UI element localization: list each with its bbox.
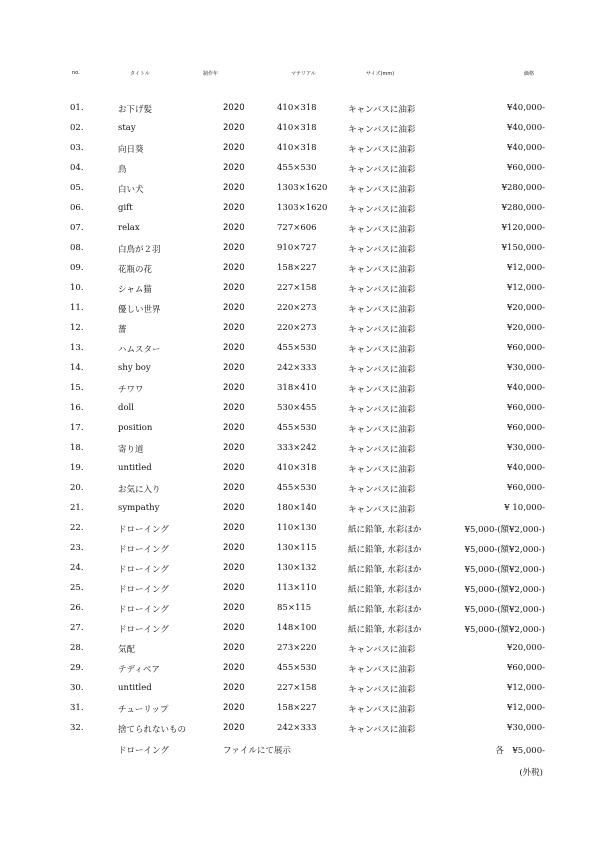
row-title: 白い犬: [118, 185, 144, 195]
row-year: 2020: [223, 323, 245, 333]
row-price: ¥20,000-: [506, 303, 545, 313]
row-no: 07.: [70, 223, 84, 233]
row-no: 06.: [70, 203, 84, 213]
table-row: [0, 523, 595, 543]
row-price: ¥120,000-: [501, 223, 545, 233]
table-row: [0, 603, 595, 623]
row-title: チューリップ: [118, 705, 169, 715]
row-no: 28.: [70, 643, 84, 653]
row-title: position: [118, 423, 153, 433]
table-row: [0, 363, 595, 383]
footer-note: ファイルにて展示: [223, 746, 291, 756]
table-row: [0, 643, 595, 663]
row-material: キャンバスに油彩: [348, 725, 416, 735]
row-title: シャム猫: [118, 285, 152, 295]
row-title: untitled: [118, 683, 152, 693]
row-material: キャンバスに油彩: [348, 245, 416, 255]
row-size: 220×273: [277, 323, 317, 333]
row-no: 12.: [70, 323, 84, 333]
row-year: 2020: [223, 423, 245, 433]
header-title: タイトル: [130, 71, 150, 77]
row-year: 2020: [223, 523, 245, 533]
row-size: 110×130: [277, 523, 317, 533]
row-price: ¥40,000-: [506, 463, 545, 473]
table-row: [0, 463, 595, 483]
row-no: 31.: [70, 703, 84, 713]
row-price: ¥12,000-: [506, 703, 545, 713]
row-no: 27.: [70, 623, 84, 633]
row-size: 158×227: [277, 703, 317, 713]
row-material: キャンバスに油彩: [348, 205, 416, 215]
row-title: ドローイング: [118, 525, 169, 535]
row-title: ドローイング: [118, 625, 169, 635]
row-no: 18.: [70, 443, 84, 453]
row-material: キャンバスに油彩: [348, 145, 416, 155]
row-year: 2020: [223, 663, 245, 673]
row-title: untitled: [118, 463, 152, 473]
row-year: 2020: [223, 243, 245, 253]
row-size: 273×220: [277, 643, 317, 653]
row-title: 気配: [118, 645, 136, 655]
row-no: 19.: [70, 463, 84, 473]
row-no: 11.: [70, 303, 84, 313]
row-year: 2020: [223, 223, 245, 233]
row-price: ¥150,000-: [501, 243, 545, 253]
row-price: ¥30,000-: [506, 443, 545, 453]
row-material: キャンバスに油彩: [348, 345, 416, 355]
row-no: 30.: [70, 683, 84, 693]
footer-title: ドローイング: [118, 746, 169, 756]
row-no: 16.: [70, 403, 84, 413]
row-no: 10.: [70, 283, 84, 293]
row-material: キャンバスに油彩: [348, 705, 416, 715]
row-size: 113×110: [277, 583, 317, 593]
row-material: キャンバスに油彩: [348, 305, 416, 315]
row-year: 2020: [223, 443, 245, 453]
table-row: [0, 403, 595, 423]
row-no: 04.: [70, 163, 84, 173]
row-price: ¥40,000-: [506, 103, 545, 113]
row-size: 410×318: [277, 463, 317, 473]
table-row: [0, 483, 595, 503]
row-year: 2020: [223, 343, 245, 353]
table-row: [0, 223, 595, 243]
table-row: [0, 503, 595, 523]
row-price: ¥5,000-(額¥2,000-): [464, 545, 545, 555]
row-price: ¥12,000-: [506, 263, 545, 273]
row-size: 410×318: [277, 103, 317, 113]
table-row: [0, 443, 595, 463]
row-title: ハムスター: [118, 345, 161, 355]
row-price: ¥5,000-(額¥2,000-): [464, 525, 545, 535]
row-size: 220×273: [277, 303, 317, 313]
row-year: 2020: [223, 683, 245, 693]
row-title: テディベア: [118, 665, 160, 675]
row-no: 24.: [70, 563, 84, 573]
row-no: 13.: [70, 343, 84, 353]
row-size: 1303×1620: [277, 183, 328, 193]
footer-tax: (外税): [519, 768, 543, 778]
table-row: [0, 183, 595, 203]
row-size: 242×333: [277, 723, 317, 733]
row-material: キャンバスに油彩: [348, 405, 416, 415]
row-year: 2020: [223, 283, 245, 293]
row-size: 455×530: [277, 163, 317, 173]
row-title: 花瓶の花: [118, 265, 153, 275]
row-material: キャンバスに油彩: [348, 285, 416, 295]
table-row: [0, 123, 595, 143]
row-size: 1303×1620: [277, 203, 328, 213]
row-price: ¥20,000-: [506, 323, 545, 333]
row-year: 2020: [223, 203, 245, 213]
row-price: ¥30,000-: [506, 723, 545, 733]
table-row: [0, 663, 595, 683]
row-no: 26.: [70, 603, 84, 613]
row-material: 紙に鉛筆, 水彩ほか: [348, 625, 422, 635]
header-no: no.: [72, 70, 80, 76]
row-size: 130×115: [277, 543, 317, 553]
row-material: キャンバスに油彩: [348, 365, 416, 375]
row-year: 2020: [223, 603, 245, 613]
row-price: ¥60,000-: [506, 483, 545, 493]
row-price: ¥30,000-: [506, 363, 545, 373]
row-year: 2020: [223, 303, 245, 313]
table-row: [0, 163, 595, 183]
row-title: 薔: [118, 325, 127, 335]
row-size: 455×530: [277, 423, 317, 433]
row-material: 紙に鉛筆, 水彩ほか: [348, 585, 422, 595]
row-year: 2020: [223, 543, 245, 553]
row-no: 22.: [70, 523, 84, 533]
row-size: 455×530: [277, 663, 317, 673]
row-size: 910×727: [277, 243, 317, 253]
row-title: gift: [118, 203, 133, 213]
table-row: [0, 723, 595, 743]
row-price: ¥ 10,000-: [504, 503, 545, 513]
row-material: キャンバスに油彩: [348, 325, 416, 335]
table-row: [0, 543, 595, 563]
row-title: 捨てられないもの: [118, 725, 187, 735]
row-price: ¥5,000-(額¥2,000-): [464, 585, 545, 595]
row-year: 2020: [223, 703, 245, 713]
table-row: [0, 423, 595, 443]
row-no: 05.: [70, 183, 84, 193]
row-material: キャンバスに油彩: [348, 665, 416, 675]
row-material: キャンバスに油彩: [348, 385, 416, 395]
table-row: [0, 383, 595, 403]
table-row: [0, 623, 595, 643]
row-price: ¥40,000-: [506, 383, 545, 393]
row-year: 2020: [223, 163, 245, 173]
row-year: 2020: [223, 183, 245, 193]
row-title: ドローイング: [118, 585, 169, 595]
row-price: ¥5,000-(額¥2,000-): [464, 605, 545, 615]
row-year: 2020: [223, 383, 245, 393]
row-price: ¥40,000-: [506, 143, 545, 153]
row-size: 410×318: [277, 123, 317, 133]
row-title: shy boy: [118, 363, 151, 373]
row-year: 2020: [223, 103, 245, 113]
table-row: [0, 263, 595, 283]
row-no: 15.: [70, 383, 84, 393]
row-no: 32.: [70, 723, 84, 733]
row-price: ¥40,000-: [506, 123, 545, 133]
row-material: 紙に鉛筆, 水彩ほか: [348, 565, 422, 575]
table-row: [0, 703, 595, 723]
row-material: キャンバスに油彩: [348, 265, 416, 275]
row-material: キャンバスに油彩: [348, 105, 416, 115]
row-year: 2020: [223, 723, 245, 733]
row-no: 23.: [70, 543, 84, 553]
row-title: チワワ: [118, 385, 144, 395]
header-price: 価格: [524, 71, 535, 77]
row-material: キャンバスに油彩: [348, 425, 416, 435]
table-row: [0, 243, 595, 263]
table-row: [0, 143, 595, 163]
row-size: 242×333: [277, 363, 317, 373]
footer-price: 各 ¥5,000-: [495, 746, 545, 756]
row-no: 21.: [70, 503, 84, 513]
row-title: ドローイング: [118, 605, 169, 615]
row-material: キャンバスに油彩: [348, 485, 416, 495]
row-title: stay: [118, 123, 136, 133]
table-row: [0, 323, 595, 343]
row-material: 紙に鉛筆, 水彩ほか: [348, 605, 422, 615]
row-year: 2020: [223, 643, 245, 653]
row-title: ドローイング: [118, 565, 169, 575]
row-material: キャンバスに油彩: [348, 685, 416, 695]
row-material: 紙に鉛筆, 水彩ほか: [348, 545, 422, 555]
row-price: ¥60,000-: [506, 423, 545, 433]
row-title: 白鳥が２羽: [118, 245, 161, 255]
row-price: ¥60,000-: [506, 163, 545, 173]
table-row: [0, 583, 595, 603]
row-material: キャンバスに油彩: [348, 185, 416, 195]
header-year: 制作年: [203, 71, 219, 77]
row-year: 2020: [223, 403, 245, 413]
row-price: ¥60,000-: [506, 663, 545, 673]
row-no: 02.: [70, 123, 84, 133]
row-title: doll: [118, 403, 134, 413]
row-title: relax: [118, 223, 140, 233]
row-size: 158×227: [277, 263, 317, 273]
row-no: 17.: [70, 423, 84, 433]
row-size: 130×132: [277, 563, 317, 573]
row-year: 2020: [223, 623, 245, 633]
header-size: サイズ(mm): [366, 71, 395, 77]
row-size: 333×242: [277, 443, 317, 453]
row-year: 2020: [223, 483, 245, 493]
row-material: キャンバスに油彩: [348, 505, 416, 515]
row-title: お気に入り: [118, 485, 161, 495]
row-material: キャンバスに油彩: [348, 165, 416, 175]
row-no: 09.: [70, 263, 84, 273]
row-year: 2020: [223, 503, 245, 513]
row-title: 優しい世界: [118, 305, 161, 315]
row-material: キャンバスに油彩: [348, 445, 416, 455]
row-size: 227×158: [277, 683, 317, 693]
row-size: 530×455: [277, 403, 317, 413]
row-price: ¥12,000-: [506, 683, 545, 693]
row-material: キャンバスに油彩: [348, 465, 416, 475]
row-price: ¥280,000-: [501, 183, 545, 193]
row-year: 2020: [223, 563, 245, 573]
row-year: 2020: [223, 363, 245, 373]
table-row: [0, 343, 595, 363]
row-title: 向日葵: [118, 145, 144, 155]
row-title: ドローイング: [118, 545, 169, 555]
row-year: 2020: [223, 123, 245, 133]
table-row: [0, 563, 595, 583]
row-size: 727×606: [277, 223, 317, 233]
row-no: 29.: [70, 663, 84, 673]
row-material: キャンバスに油彩: [348, 645, 416, 655]
row-year: 2020: [223, 463, 245, 473]
row-material: キャンバスに油彩: [348, 125, 416, 135]
row-size: 180×140: [277, 503, 317, 513]
row-title: お下げ髪: [118, 105, 153, 115]
row-no: 08.: [70, 243, 84, 253]
table-row: [0, 283, 595, 303]
header-material: マテリアル: [291, 71, 316, 77]
row-size: 318×410: [277, 383, 317, 393]
row-material: 紙に鉛筆, 水彩ほか: [348, 525, 422, 535]
row-no: 03.: [70, 143, 84, 153]
row-material: キャンバスに油彩: [348, 225, 416, 235]
row-no: 20.: [70, 483, 84, 493]
row-no: 01.: [70, 103, 84, 113]
row-price: ¥20,000-: [506, 643, 545, 653]
row-title: 寄り道: [118, 445, 144, 455]
row-year: 2020: [223, 143, 245, 153]
row-price: ¥280,000-: [501, 203, 545, 213]
row-title: 鳥: [118, 165, 127, 175]
row-size: 455×530: [277, 483, 317, 493]
row-size: 455×530: [277, 343, 317, 353]
row-year: 2020: [223, 263, 245, 273]
row-no: 14.: [70, 363, 84, 373]
table-row: [0, 683, 595, 703]
table-row: [0, 103, 595, 123]
row-price: ¥12,000-: [506, 283, 545, 293]
row-price: ¥60,000-: [506, 343, 545, 353]
row-size: 410×318: [277, 143, 317, 153]
table-row: [0, 203, 595, 223]
row-size: 227×158: [277, 283, 317, 293]
row-title: sympathy: [118, 503, 160, 513]
row-size: 148×100: [277, 623, 317, 633]
row-size: 85×115: [277, 603, 312, 613]
row-price: ¥5,000-(額¥2,000-): [464, 565, 545, 575]
row-year: 2020: [223, 583, 245, 593]
table-row: [0, 303, 595, 323]
row-no: 25.: [70, 583, 84, 593]
row-price: ¥60,000-: [506, 403, 545, 413]
row-price: ¥5,000-(額¥2,000-): [464, 625, 545, 635]
